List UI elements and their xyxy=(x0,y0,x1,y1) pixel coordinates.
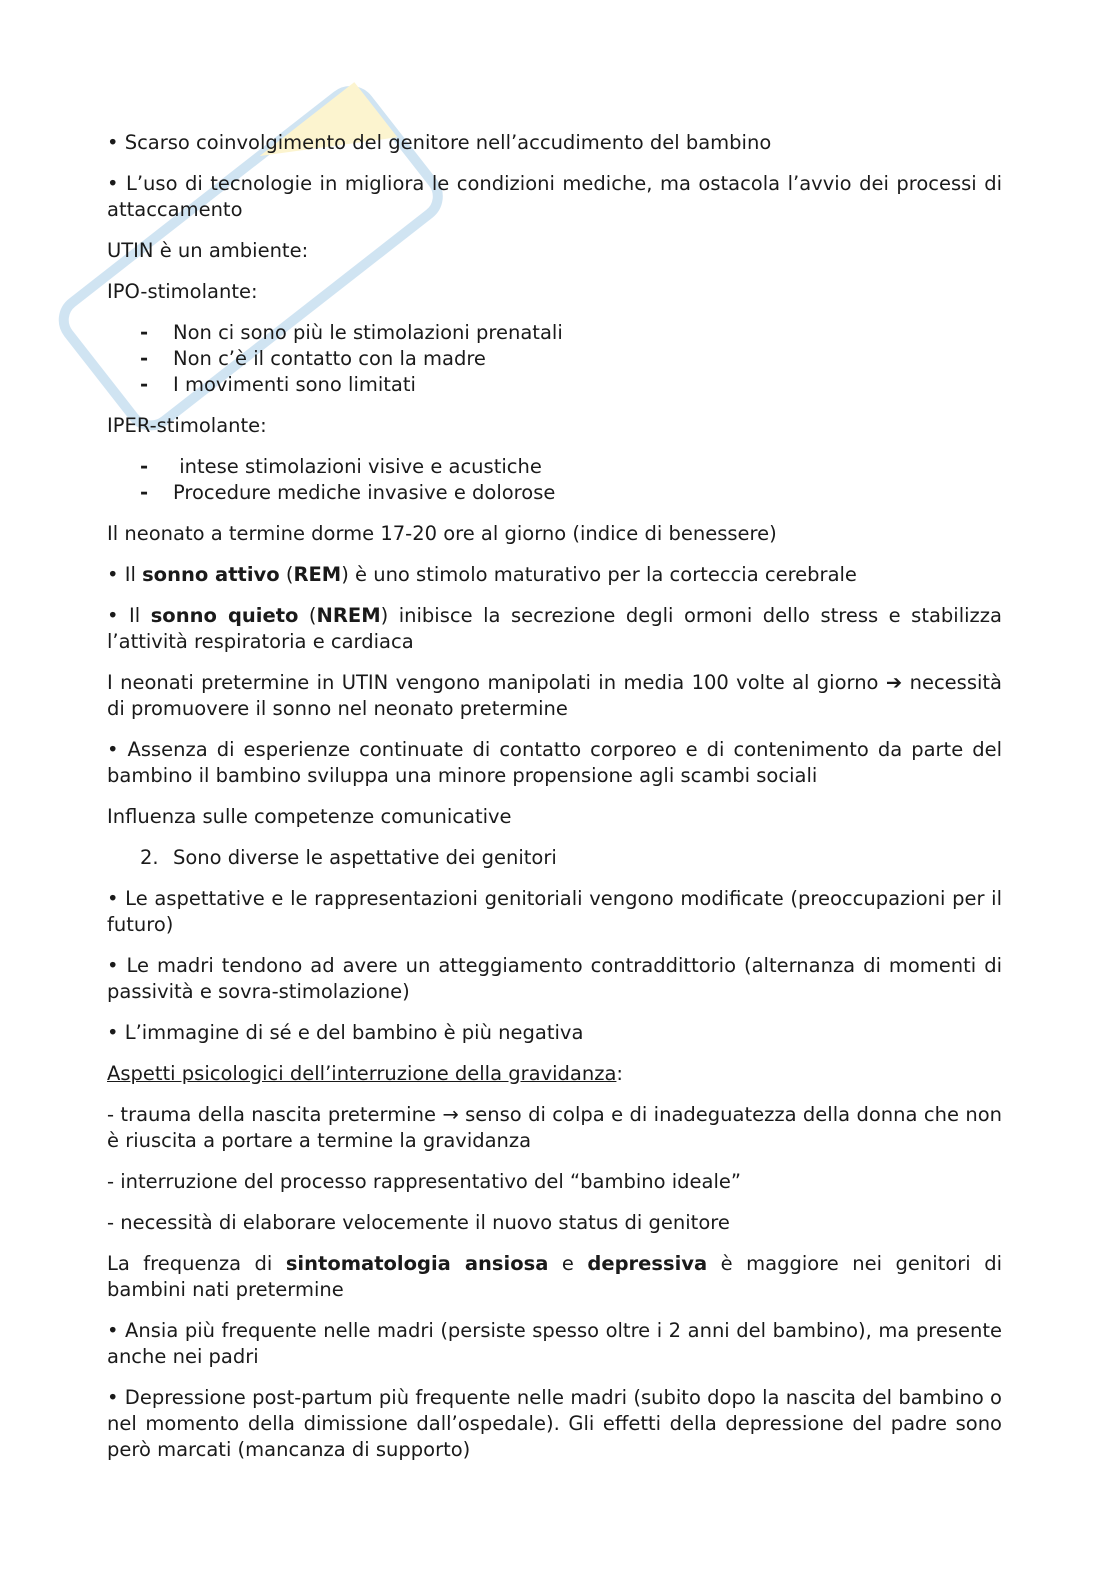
list-item: - intese stimolazioni visive e acustiche xyxy=(140,455,542,478)
paragraph: • Le madri tendono ad avere un atteggiamento contraddittorio (alternanza di momenti di passività e sovra-stimolazione) xyxy=(107,954,1002,1003)
paragraph: • Ansia più frequente nelle madri (persiste spesso oltre i 2 anni del bambino), ma presente anche nei padri xyxy=(107,1319,1002,1368)
paragraph: - trauma della nascita pretermine → senso di colpa e di inadeguatezza della donna che non è riuscita a portare a termine la gravidanza xyxy=(107,1103,1002,1152)
paragraph: La frequenza di sintomatologia ansiosa e depressiva è maggiore nei genitori di bambini nati pretermine xyxy=(107,1252,1002,1301)
paragraph: • Assenza di esperienze continuate di contatto corporeo e di contenimento da parte del bambino il bambino sviluppa una minore propensione agli scambi sociali xyxy=(107,738,1002,787)
section-label-iper: IPER-stimolante: xyxy=(107,414,267,437)
list-item: - I movimenti sono limitati xyxy=(140,373,416,396)
paragraph: Il neonato a termine dorme 17-20 ore al giorno (indice di benessere) xyxy=(107,522,777,545)
iper-list xyxy=(107,454,1002,506)
paragraph: • Le aspettative e le rappresentazioni genitoriali vengono modificate (preoccupazioni per il futuro) xyxy=(107,887,1002,936)
list-item: - Non ci sono più le stimolazioni prenatali xyxy=(140,321,563,344)
paragraph: UTIN è un ambiente: xyxy=(107,239,309,262)
paragraph: • L’uso di tecnologie in migliora le condizioni mediche, ma ostacola l’avvio dei processi di attaccamento xyxy=(107,172,1002,221)
paragraph: • Il sonno attivo (REM) è uno stimolo maturativo per la corteccia cerebrale xyxy=(107,563,857,586)
list-item: - Non c’è il contatto con la madre xyxy=(140,347,486,370)
section-heading: Aspetti psicologici dell’interruzione della gravidanza: xyxy=(107,1062,623,1085)
paragraph: • Il sonno quieto (NREM) inibisce la secrezione degli ormoni dello stress e stabilizza l’attività respiratoria e cardiaca xyxy=(107,604,1002,653)
document-page xyxy=(107,130,1002,1478)
numbered-item: 2. Sono diverse le aspettative dei genitori xyxy=(140,846,557,869)
paragraph: • Scarso coinvolgimento del genitore nell’accudimento del bambino xyxy=(107,131,772,154)
paragraph: • Depressione post-partum più frequente nelle madri (subito dopo la nascita del bambino o nel momento della dimissione dall’ospedale). Gli effetti della depressione del padre sono però marcati (mancanza di supporto) xyxy=(107,1386,1002,1461)
paragraph: - interruzione del processo rappresentativo del “bambino ideale” xyxy=(107,1170,742,1193)
list-item: - Procedure mediche invasive e dolorose xyxy=(140,481,556,504)
section-label-ipo: IPO-stimolante: xyxy=(107,280,258,303)
arrow-icon: ➔ xyxy=(885,671,903,694)
paragraph: - necessità di elaborare velocemente il nuovo status di genitore xyxy=(107,1211,730,1234)
ipo-list xyxy=(107,320,1002,398)
paragraph: I neonati pretermine in UTIN vengono manipolati in media 100 volte al giorno ➔ necessità di promuovere il sonno nel neonato pretermine xyxy=(107,671,1002,720)
paragraph: • L’immagine di sé e del bambino è più negativa xyxy=(107,1021,584,1044)
paragraph: Influenza sulle competenze comunicative xyxy=(107,805,512,828)
arrow-icon: → xyxy=(442,1103,459,1126)
